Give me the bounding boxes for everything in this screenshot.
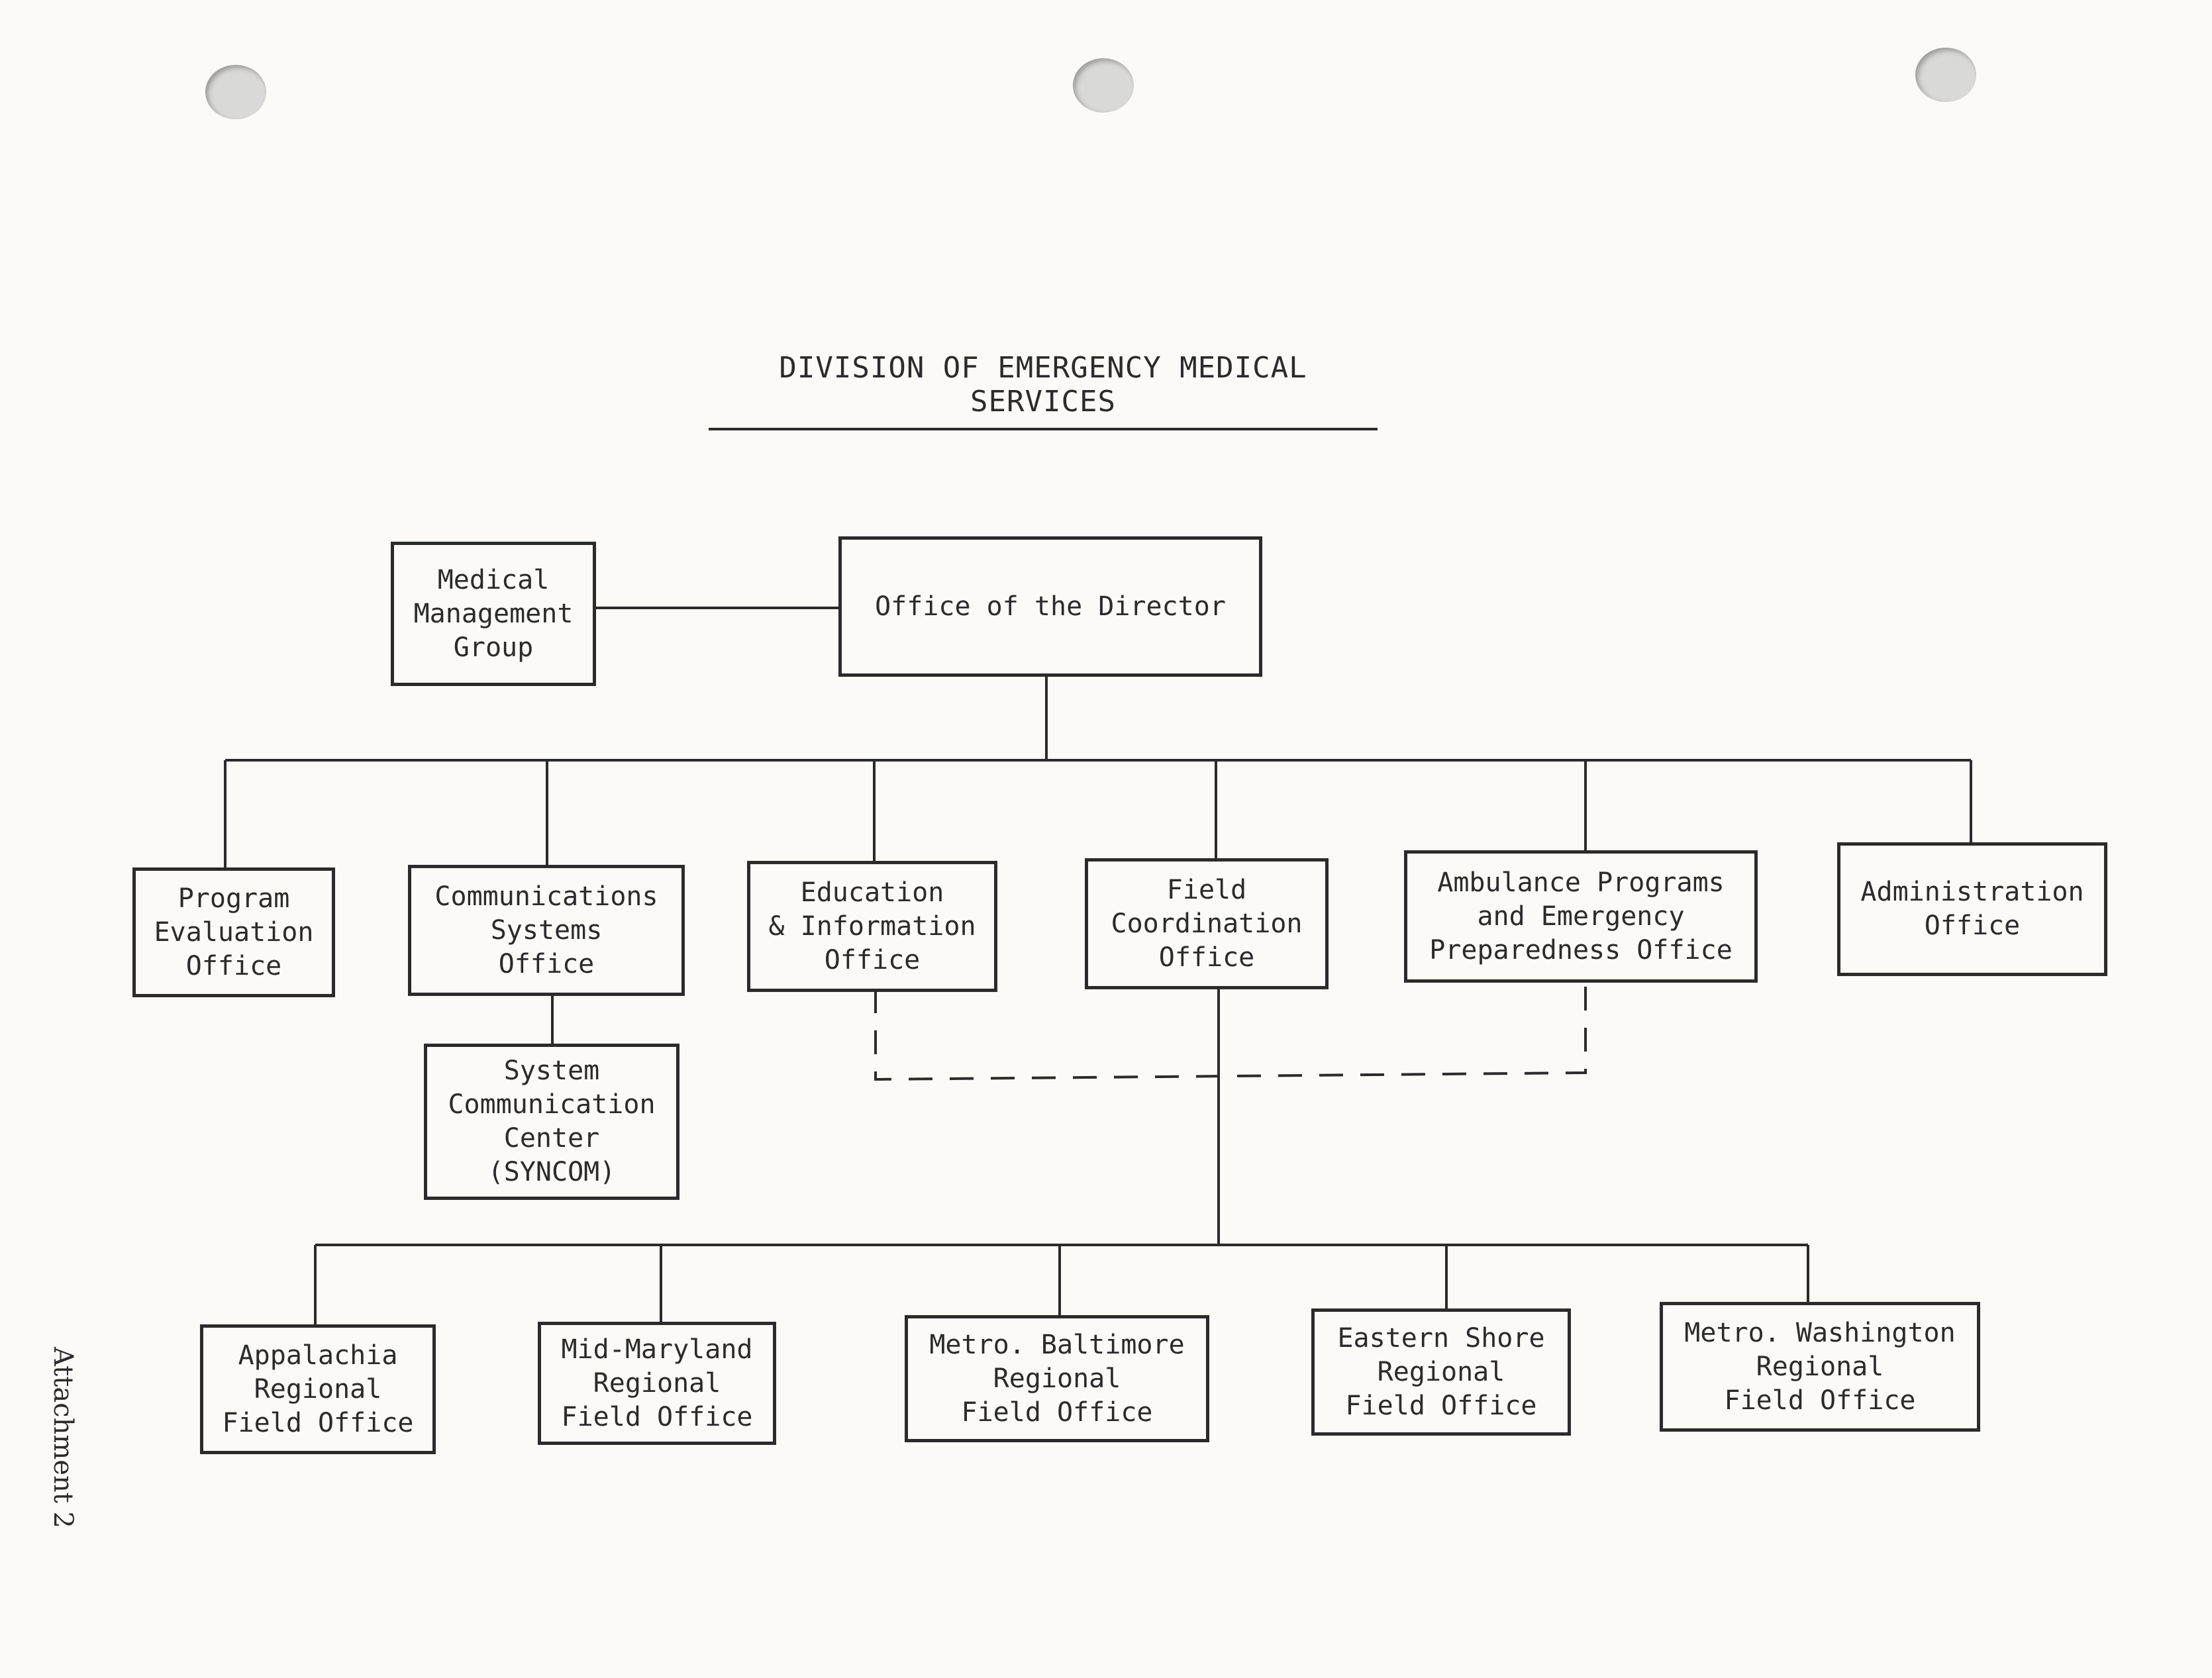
office-of-director-label: Office of the Director — [875, 591, 1226, 622]
metro-baltimore-field-office-label: Metro. Baltimore Regional Field Office — [929, 1329, 1185, 1428]
administration-office-box — [1837, 842, 2107, 976]
syncom-label: System Communication Center (SYNCOM) — [448, 1056, 656, 1187]
mid-maryland-field-office-box — [538, 1322, 776, 1445]
metro-washington-field-office-label: Metro. Washington Regional Field Office — [1684, 1317, 1956, 1416]
program-evaluation-office-label: Program Evaluation Office — [154, 883, 314, 981]
syncom-box — [424, 1044, 679, 1200]
metro-washington-field-office-box — [1660, 1302, 1980, 1432]
field-coordination-office-label: Field Coordination Office — [1111, 874, 1303, 973]
eastern-shore-field-office-label: Eastern Shore Regional Field Office — [1337, 1322, 1545, 1421]
mid-maryland-field-office-label: Mid-Maryland Regional Field Office — [561, 1334, 753, 1432]
attachment-label: Attachment 2 — [48, 1347, 78, 1528]
office-of-director-box — [838, 536, 1262, 677]
ambulance-programs-office-box — [1404, 850, 1758, 983]
education-information-office-label: Education & Information Office — [768, 877, 976, 975]
administration-office-label: Administration Office — [1860, 877, 2084, 941]
education-information-office-box — [747, 861, 997, 992]
chart-title: DIVISION OF EMERGENCY MEDICAL SERVICES — [709, 351, 1378, 430]
program-evaluation-office-box — [132, 867, 335, 997]
communications-systems-office-label: Communications Systems Office — [434, 881, 658, 979]
eastern-shore-field-office-box — [1311, 1308, 1571, 1436]
appalachia-field-office-box — [200, 1324, 436, 1454]
medical-management-group-label: Medical Management Group — [413, 564, 574, 663]
communications-systems-office-box — [408, 865, 685, 996]
metro-baltimore-field-office-box — [905, 1315, 1209, 1442]
dashed-coordination-link — [876, 983, 1585, 1079]
ambulance-programs-office-label: Ambulance Programs and Emergency Preparedness Office — [1429, 867, 1733, 965]
field-coordination-office-box — [1085, 858, 1329, 989]
appalachia-field-office-label: Appalachia Regional Field Office — [222, 1340, 414, 1438]
medical-management-group-box — [391, 542, 596, 686]
